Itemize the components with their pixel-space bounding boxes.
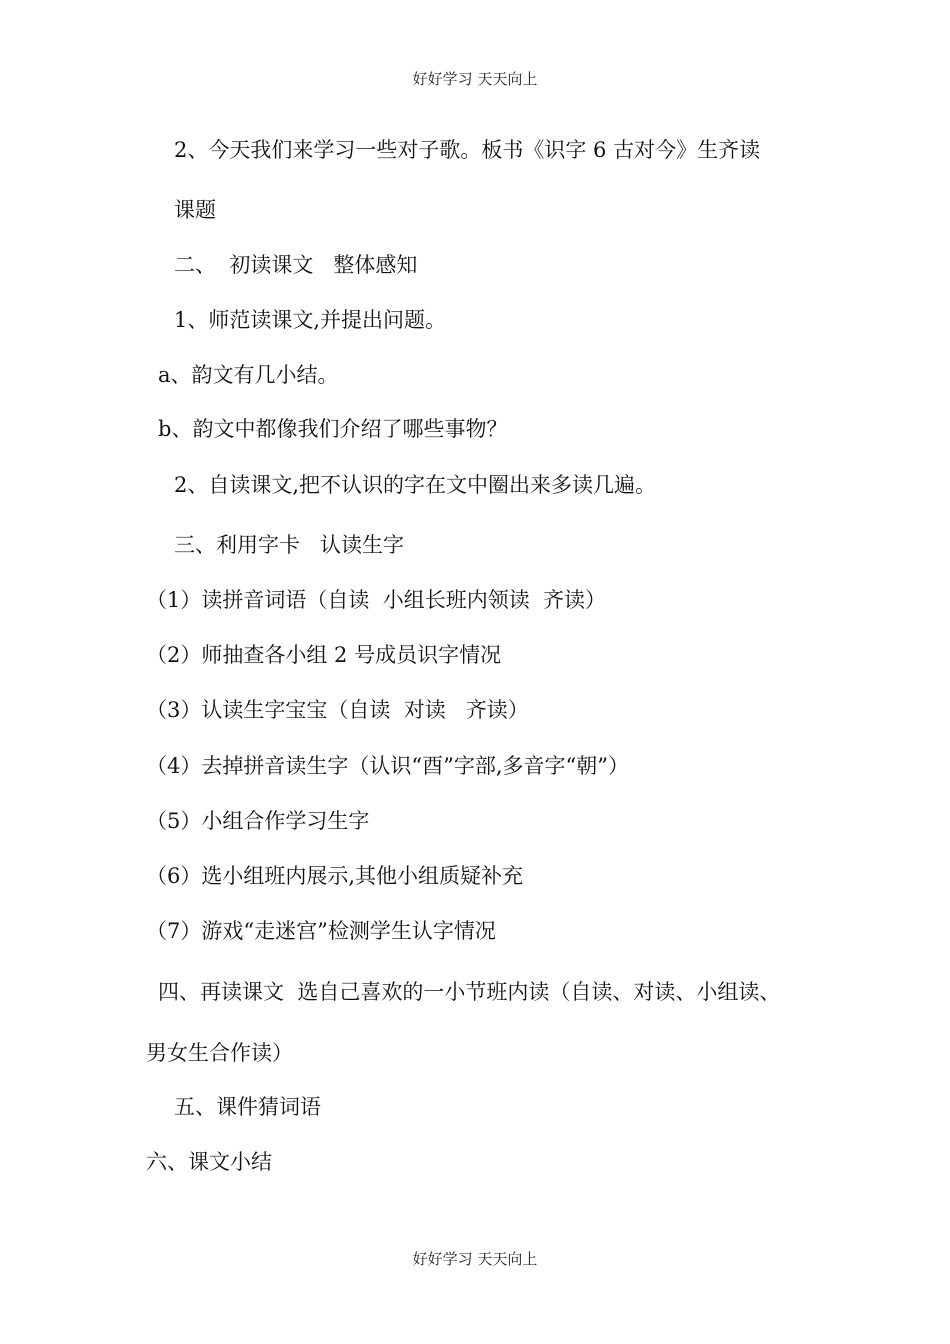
text-line: 2、今天我们来学习一些对子歌。板书《识字 6 古对今》生齐读 [174,138,761,162]
text-line: 1、师范读课文,并提出问题。 [174,308,447,332]
text-line: 课题 [174,198,216,222]
section-heading: 二、 初读课文 整体感知 [174,253,418,277]
section-heading: 三、利用字卡 认读生字 [174,533,405,557]
section-heading: 五、课件猜词语 [174,1095,321,1119]
text-line: （7）游戏“走迷宫”检测学生认字情况 [146,919,496,943]
text-line: （3）认读生字宝宝（自读 对读 齐读） [146,698,529,722]
text-line: 男女生合作读） [146,1041,293,1065]
text-line: b、韵文中都像我们介绍了哪些事物？ [158,417,508,441]
text-line: （5）小组合作学习生字 [146,809,370,833]
text-line: （4）去掉拼音读生字（认识“酉”字部,多音字“朝”） [146,754,629,778]
section-heading: 四、再读课文 选自己喜欢的一小节班内读（自读、对读、小组读、 [158,980,781,1004]
section-heading: 六、课文小结 [146,1150,272,1174]
page-header: 好好学习 天天向上 [412,70,538,88]
text-line: （1）读拼音词语（自读 小组长班内领读 齐读） [146,588,607,612]
text-line: a、韵文有几小结。 [158,363,339,387]
page-footer: 好好学习 天天向上 [412,1250,538,1268]
text-line: （6）选小组班内展示,其他小组质疑补充 [146,864,524,888]
text-line: （2）师抽查各小组 2 号成员识字情况 [146,643,502,667]
text-line: 2、自读课文,把不认识的字在文中圈出来多读几遍。 [174,473,657,497]
